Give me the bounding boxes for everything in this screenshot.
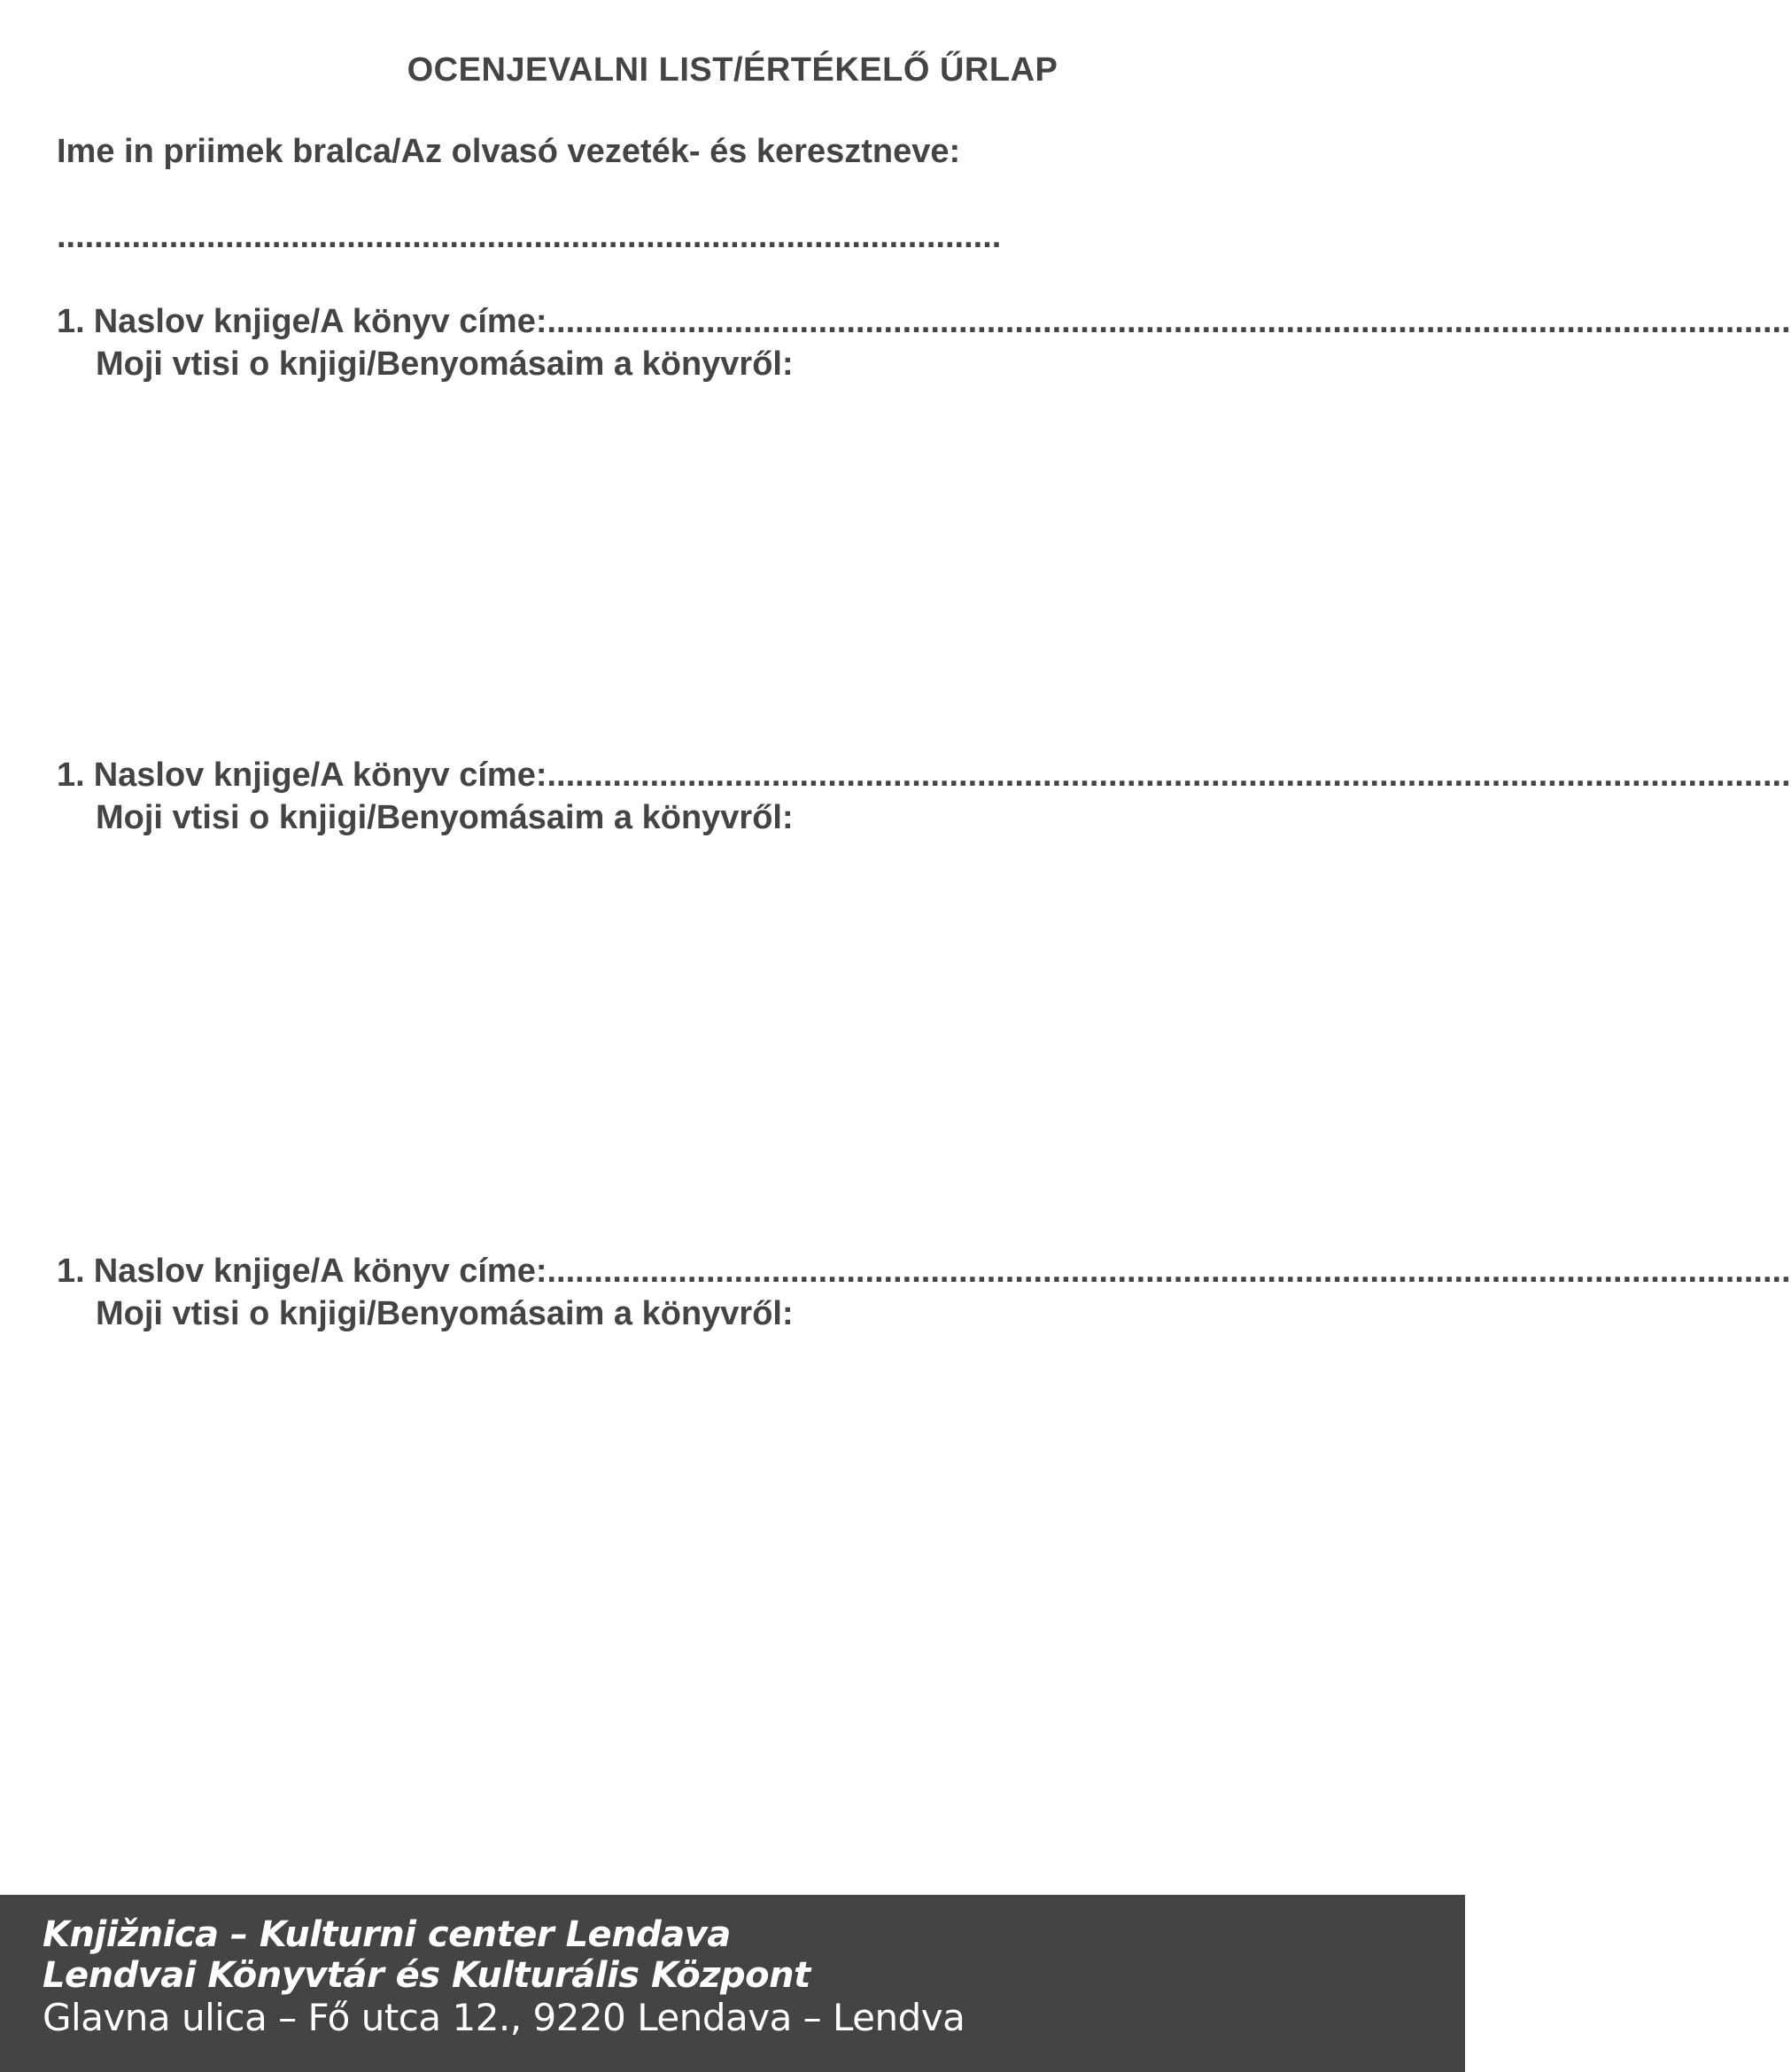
book-title-row: [57, 755, 1791, 795]
entry-number: 1.: [57, 303, 85, 340]
book-title-field[interactable]: .....................................................................................................................................: [547, 303, 1791, 340]
book-entry: [57, 755, 1791, 1192]
reader-name-field[interactable]: .....................................................................................................: [57, 218, 1002, 255]
book-title-label: Naslov knjige/A könyv címe:: [93, 303, 547, 340]
footer-library-name-hu: Lendvai Könyvtár és Kulturális Központ: [43, 1955, 810, 1996]
footer-library-name-sl: Knjižnica – Kulturni center Lendava: [43, 1914, 731, 1955]
book-entry: [57, 301, 1791, 739]
impressions-writing-area[interactable]: [57, 838, 1412, 1192]
book-title-row: [57, 1251, 1791, 1292]
library-footer: [0, 1895, 1465, 2072]
book-entry: [57, 1251, 1791, 1688]
impressions-label: Moji vtisi o knjigi/Benyomásaim a könyvről:: [96, 345, 794, 383]
book-title-field[interactable]: .....................................................................................................................................: [547, 757, 1791, 794]
book-title-label: Naslov knjige/A könyv címe:: [93, 757, 547, 794]
book-title-field[interactable]: .....................................................................................................................................: [547, 1253, 1791, 1290]
book-title-label: Naslov knjige/A könyv címe:: [93, 1253, 547, 1290]
form-title: OCENJEVALNI LIST/ÉRTÉKELŐ ŰRLAP: [407, 51, 1058, 89]
footer-address: Glavna ulica – Fő utca 12., 9220 Lendava – Lendva: [43, 1996, 965, 2039]
impressions-writing-area[interactable]: [57, 384, 1412, 739]
impressions-label: Moji vtisi o knjigi/Benyomásaim a könyvről:: [96, 799, 794, 836]
impressions-writing-area[interactable]: [57, 1334, 1412, 1688]
book-title-row: [57, 301, 1791, 342]
entry-number: 1.: [57, 1253, 85, 1290]
impressions-label: Moji vtisi o knjigi/Benyomásaim a könyvről:: [96, 1295, 794, 1332]
entry-number: 1.: [57, 757, 85, 794]
reader-name-label: Ime in priimek bralca/Az olvasó vezeték- és keresztneve:: [57, 133, 961, 170]
